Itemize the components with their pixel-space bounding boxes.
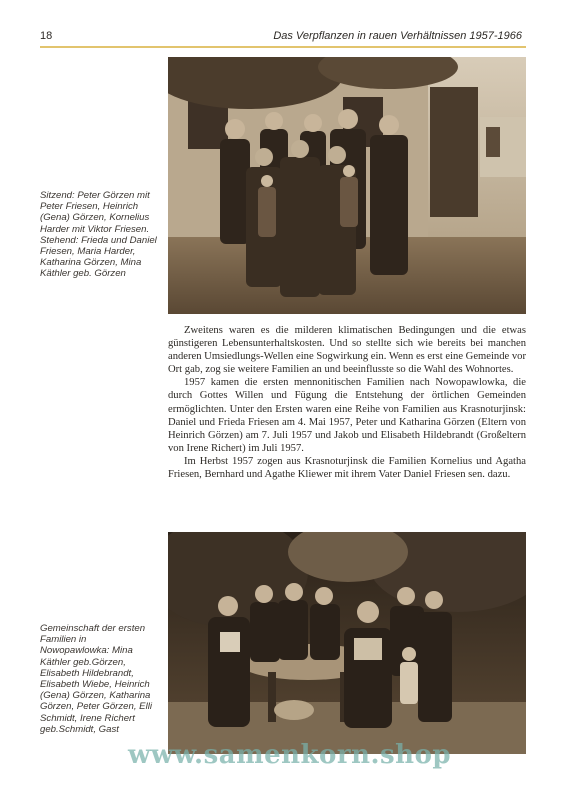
community-table-photo <box>168 532 526 754</box>
running-title: Das Verpflanzen in rauen Verhältnissen 1957-1966 <box>273 30 522 42</box>
page-number: 18 <box>40 30 53 42</box>
family-group-photo <box>168 57 526 314</box>
paragraph: Zweitens waren es die milderen klimatischen Bedingungen und die etwas günstigeren Lebensunterhaltskosten. Und so stellte sich wie bereits bei manchen anderen Umsiedlungs-Wellen eine Sogwirkung ein. Wenn es erst eine Gemeinde vor Ort gab, zog sie weitere Familien an und beeinflusste so die Wahl des Wohnortes. <box>168 325 526 376</box>
photo-caption-2 <box>40 623 158 735</box>
watermark-text: www.samenkorn.shop <box>128 740 452 770</box>
paragraph: Im Herbst 1957 zogen aus Krasnoturjinsk die Familien Kornelius und Agatha Friesen, Bernhard und Agathe Kliewer mit ihrem Vater Daniel Friesen sen. dazu. <box>168 455 526 481</box>
page-header <box>40 28 526 48</box>
body-text <box>168 324 526 481</box>
caption-text: Gemeinschaft der ersten Familien in Nowopawlowka: Mina Käthler geb.Görzen, Elisabeth Hildebrandt, Elisabeth Wiebe, Heinrich (Gena) Görzen, Katharina Görzen, Peter Görzen, Elli Schmidt, Irene Richert geb.Schmidt, Gast <box>40 623 152 735</box>
photo-caption-1 <box>40 190 158 280</box>
paragraph: 1957 kamen die ersten mennonitischen Familien nach Nowopawlowka, die durch Gottes Willen und Fügung die Entstehung der örtlichen Gemeinden ermöglichten. Unter den Ersten waren eine Reihe von Familien aus Krasnoturjinsk: Daniel und Frieda Friesen am 4. Mai 1957, Peter und Katharina Görzen (Eltern von Heinrich Görzen) am 7. Juli 1957 und Jakob und Elisabeth Hildebrandt (Großeltern von Irene Richert) im Juli 1957. <box>168 377 526 454</box>
caption-text: Sitzend: Peter Görzen mit Peter Friesen, Heinrich (Gena) Görzen, Kornelius Harder mit Viktor Friesen. Stehend: Frieda und Daniel Friesen, Maria Harder, Katharina Görzen, Mina Käthler geb. Görzen <box>40 190 157 280</box>
